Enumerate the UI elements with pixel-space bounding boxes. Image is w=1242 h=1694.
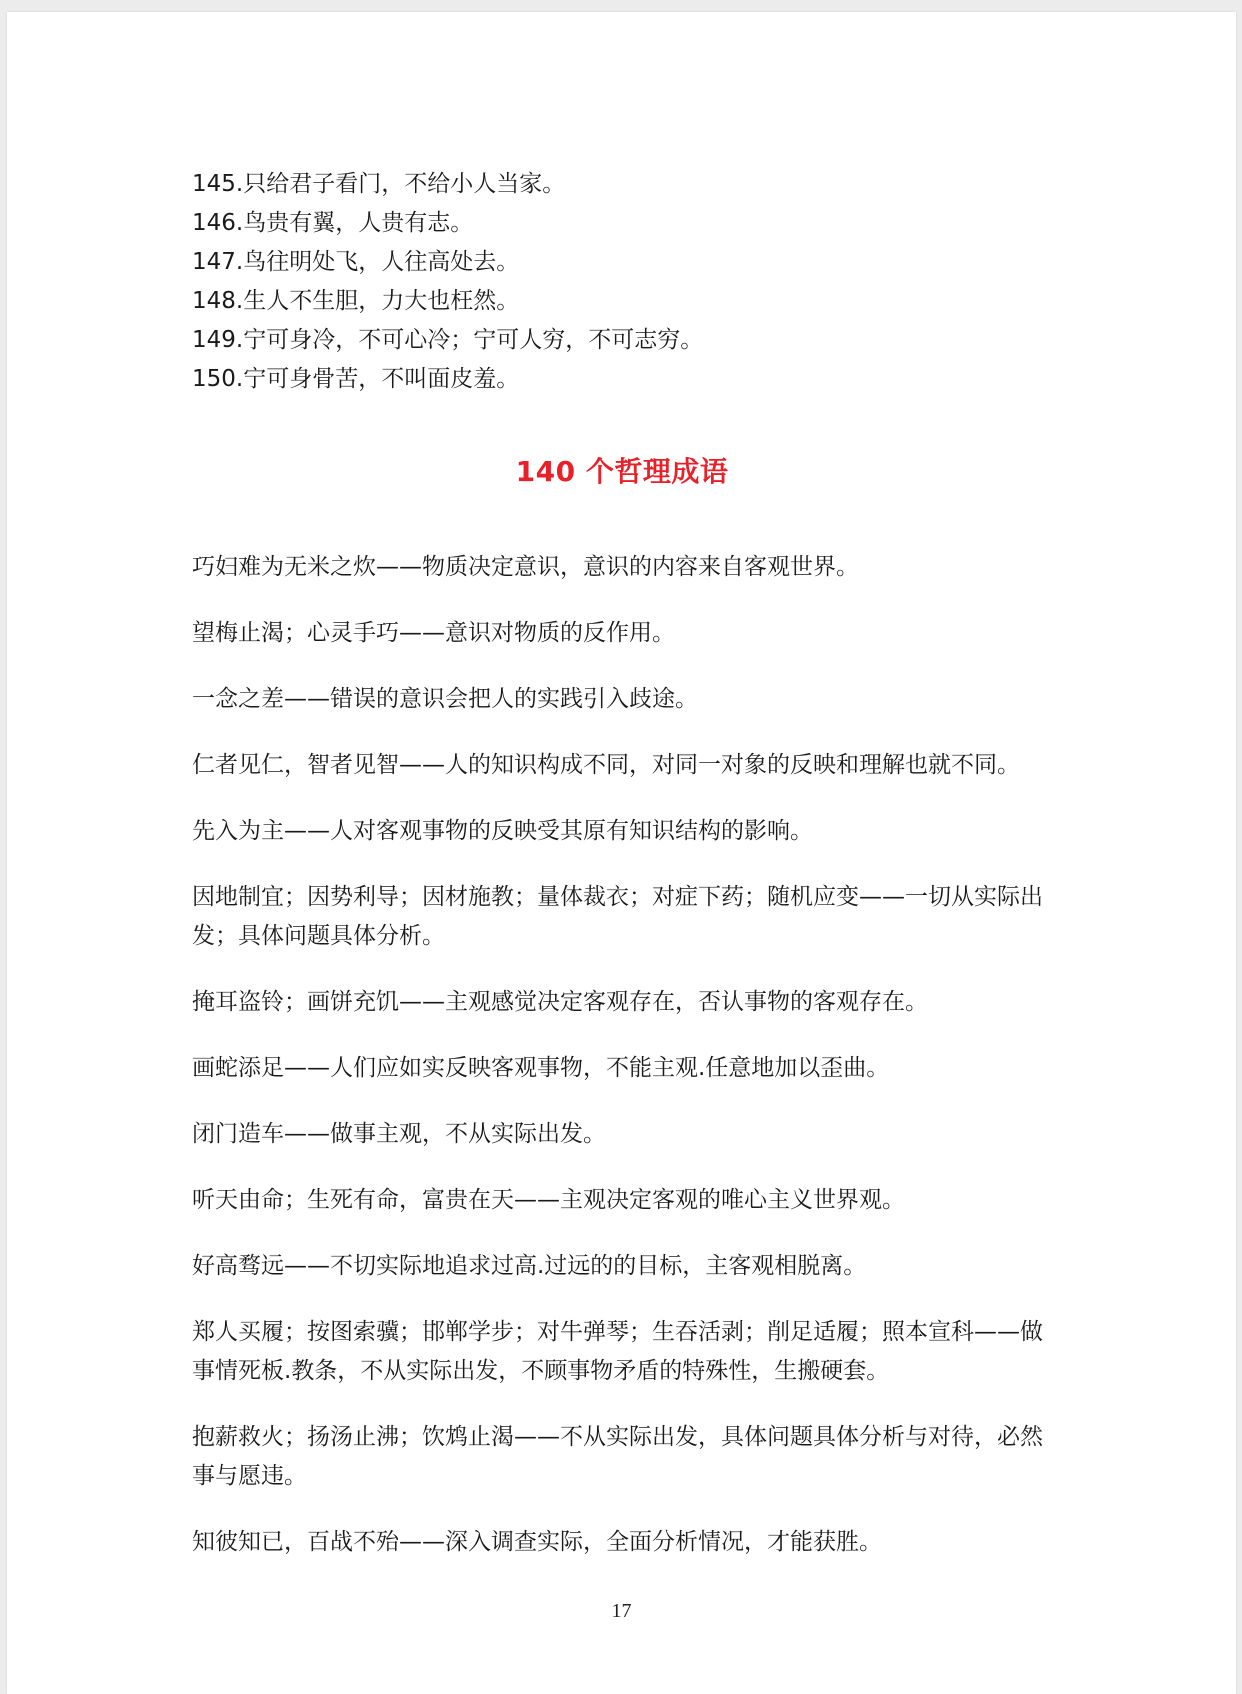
idiom-item: 闭门造车——做事主观，不从实际出发。 [192, 1121, 606, 1147]
proverb-item: 149.宁可身冷，不可心冷；宁可人穷，不可志穷。 [192, 327, 704, 353]
idiom-item: 画蛇添足——人们应如实反映客观事物，不能主观.任意地加以歪曲。 [192, 1055, 890, 1081]
idiom-item: 好高骛远——不切实际地追求过高.过远的的目标，主客观相脱离。 [192, 1253, 867, 1279]
idiom-item: 听天由命；生死有命，富贵在天——主观决定客观的唯心主义世界观。 [192, 1187, 905, 1213]
page-number: 17 [611, 1600, 632, 1622]
idiom-item: 一念之差——错误的意识会把人的实践引入歧途。 [192, 686, 698, 712]
idiom-item: 望梅止渴；心灵手巧——意识对物质的反作用。 [192, 620, 675, 646]
idiom-item: 仁者见仁，智者见智——人的知识构成不同，对同一对象的反映和理解也就不同。 [192, 752, 1020, 778]
document-page [7, 12, 1236, 1694]
proverb-list [192, 165, 1052, 399]
section-title: 140 个哲理成语 [515, 455, 729, 488]
idiom-item: 掩耳盗铃；画饼充饥——主观感觉决定客观存在，否认事物的客观存在。 [192, 989, 928, 1015]
proverb-item: 148.生人不生胆，力大也枉然。 [192, 288, 520, 314]
proverb-item: 150.宁可身骨苦，不叫面皮羞。 [192, 366, 520, 392]
idiom-item: 抱薪救火；扬汤止沸；饮鸩止渴——不从实际出发，具体问题具体分析与对待，必然事与愿违。 [192, 1424, 1043, 1489]
idiom-list [192, 548, 1052, 1589]
idiom-item: 因地制宜；因势利导；因材施教；量体裁衣；对症下药；随机应变——一切从实际出发；具体问题具体分析。 [192, 884, 1043, 949]
proverb-item: 145.只给君子看门，不给小人当家。 [192, 171, 566, 197]
proverb-item: 146.鸟贵有翼，人贵有志。 [192, 210, 474, 236]
idiom-item: 先入为主——人对客观事物的反映受其原有知识结构的影响。 [192, 818, 813, 844]
proverb-item: 147.鸟往明处飞，人往高处去。 [192, 249, 520, 275]
idiom-item: 郑人买履；按图索骥；邯郸学步；对牛弹琴；生吞活剥；削足适履；照本宣科——做事情死板.教条，不从实际出发，不顾事物矛盾的特殊性，生搬硬套。 [192, 1319, 1043, 1384]
idiom-item: 巧妇难为无米之炊——物质决定意识，意识的内容来自客观世界。 [192, 554, 859, 580]
idiom-item: 知彼知已，百战不殆——深入调查实际，全面分析情况，才能获胜。 [192, 1529, 882, 1555]
